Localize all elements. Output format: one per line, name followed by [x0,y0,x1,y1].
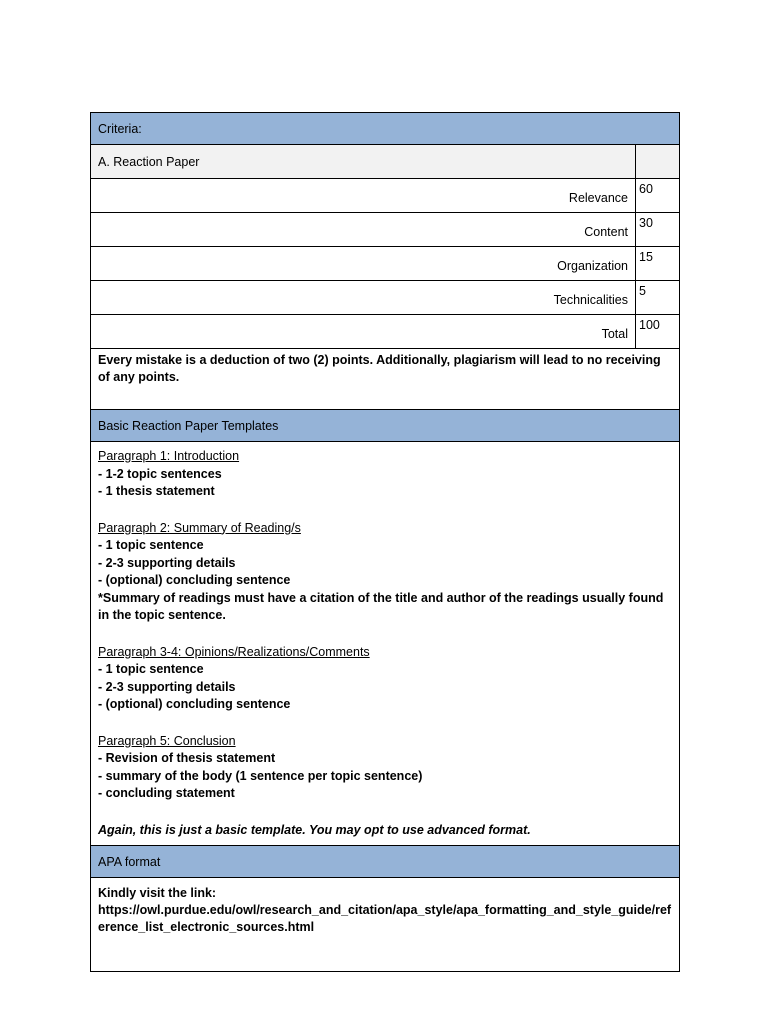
score-label: Organization [557,258,628,273]
paragraph-line: - concluding statement [98,786,235,800]
section-title: A. Reaction Paper [91,145,636,179]
score-value: 5 [636,281,680,315]
paragraph-line: - Revision of thesis statement [98,751,276,765]
paragraph-title: Paragraph 2: Summary of Reading/s [98,520,301,535]
paragraph-line: - 1 topic sentence [98,538,204,552]
apa-intro: Kindly visit the link: [98,886,217,900]
apa-header-row [91,846,680,878]
score-row-relevance [91,179,680,213]
paragraph-line: - (optional) concluding sentence [98,697,291,711]
paragraph-line: - 2-3 supporting details [98,679,236,694]
score-label: Total [601,326,628,341]
score-value: 100 [636,315,680,349]
templates-header-row [91,410,680,442]
paragraph-line: - 1 topic sentence [98,662,204,676]
score-value: 30 [636,213,680,247]
paragraph-line: - 2-3 supporting details [98,555,236,570]
score-row-organization [91,247,680,281]
apa-body [91,878,680,972]
score-label: Content [584,224,628,239]
score-label: Technicalities [553,292,628,307]
paragraph-title: Paragraph 3-4: Opinions/Realizations/Comments [98,644,370,659]
paragraph-block [98,520,672,625]
paragraph-line: - (optional) concluding sentence [98,573,291,587]
score-value: 15 [636,247,680,281]
apa-header: APA format [91,846,680,878]
apa-link[interactable]: https://owl.purdue.edu/owl/research_and_citation/apa_style/apa_formatting_and_style_guide/reference_list_electronic_sources.html [98,903,672,934]
section-title-row [91,145,680,179]
paragraph-line: *Summary of readings must have a citation of the title and author of the readings usually found in the topic sentence. [98,590,664,622]
criteria-header: Criteria: [91,113,680,145]
apa-body-row [91,878,680,972]
paragraph-block [98,448,672,501]
rubric-table [90,112,680,972]
section-title-score-cell [636,145,680,179]
score-row-content [91,213,680,247]
templates-header: Basic Reaction Paper Templates [91,410,680,442]
score-row-total [91,315,680,349]
score-row-technicalities [91,281,680,315]
templates-body [91,442,680,846]
paragraph-title: Paragraph 1: Introduction [98,449,240,463]
criteria-header-row [91,113,680,145]
paragraph-line: - 1 thesis statement [98,484,215,498]
deduction-note-row [91,349,680,410]
templates-body-row [91,442,680,846]
paragraph-line: - 1-2 topic sentences [98,466,222,481]
paragraph-block [98,644,672,714]
paragraph-line: - summary of the body (1 sentence per topic sentence) [98,768,423,783]
deduction-note: Every mistake is a deduction of two (2) points. Additionally, plagiarism will lead to no receiving of any points. [91,349,680,410]
score-label: Relevance [568,190,628,205]
paragraph-title: Paragraph 5: Conclusion [98,733,236,748]
closing-note: Again, this is just a basic template. You may opt to use advanced format. [98,822,531,837]
score-value: 60 [636,179,680,213]
paragraph-block [98,733,672,803]
